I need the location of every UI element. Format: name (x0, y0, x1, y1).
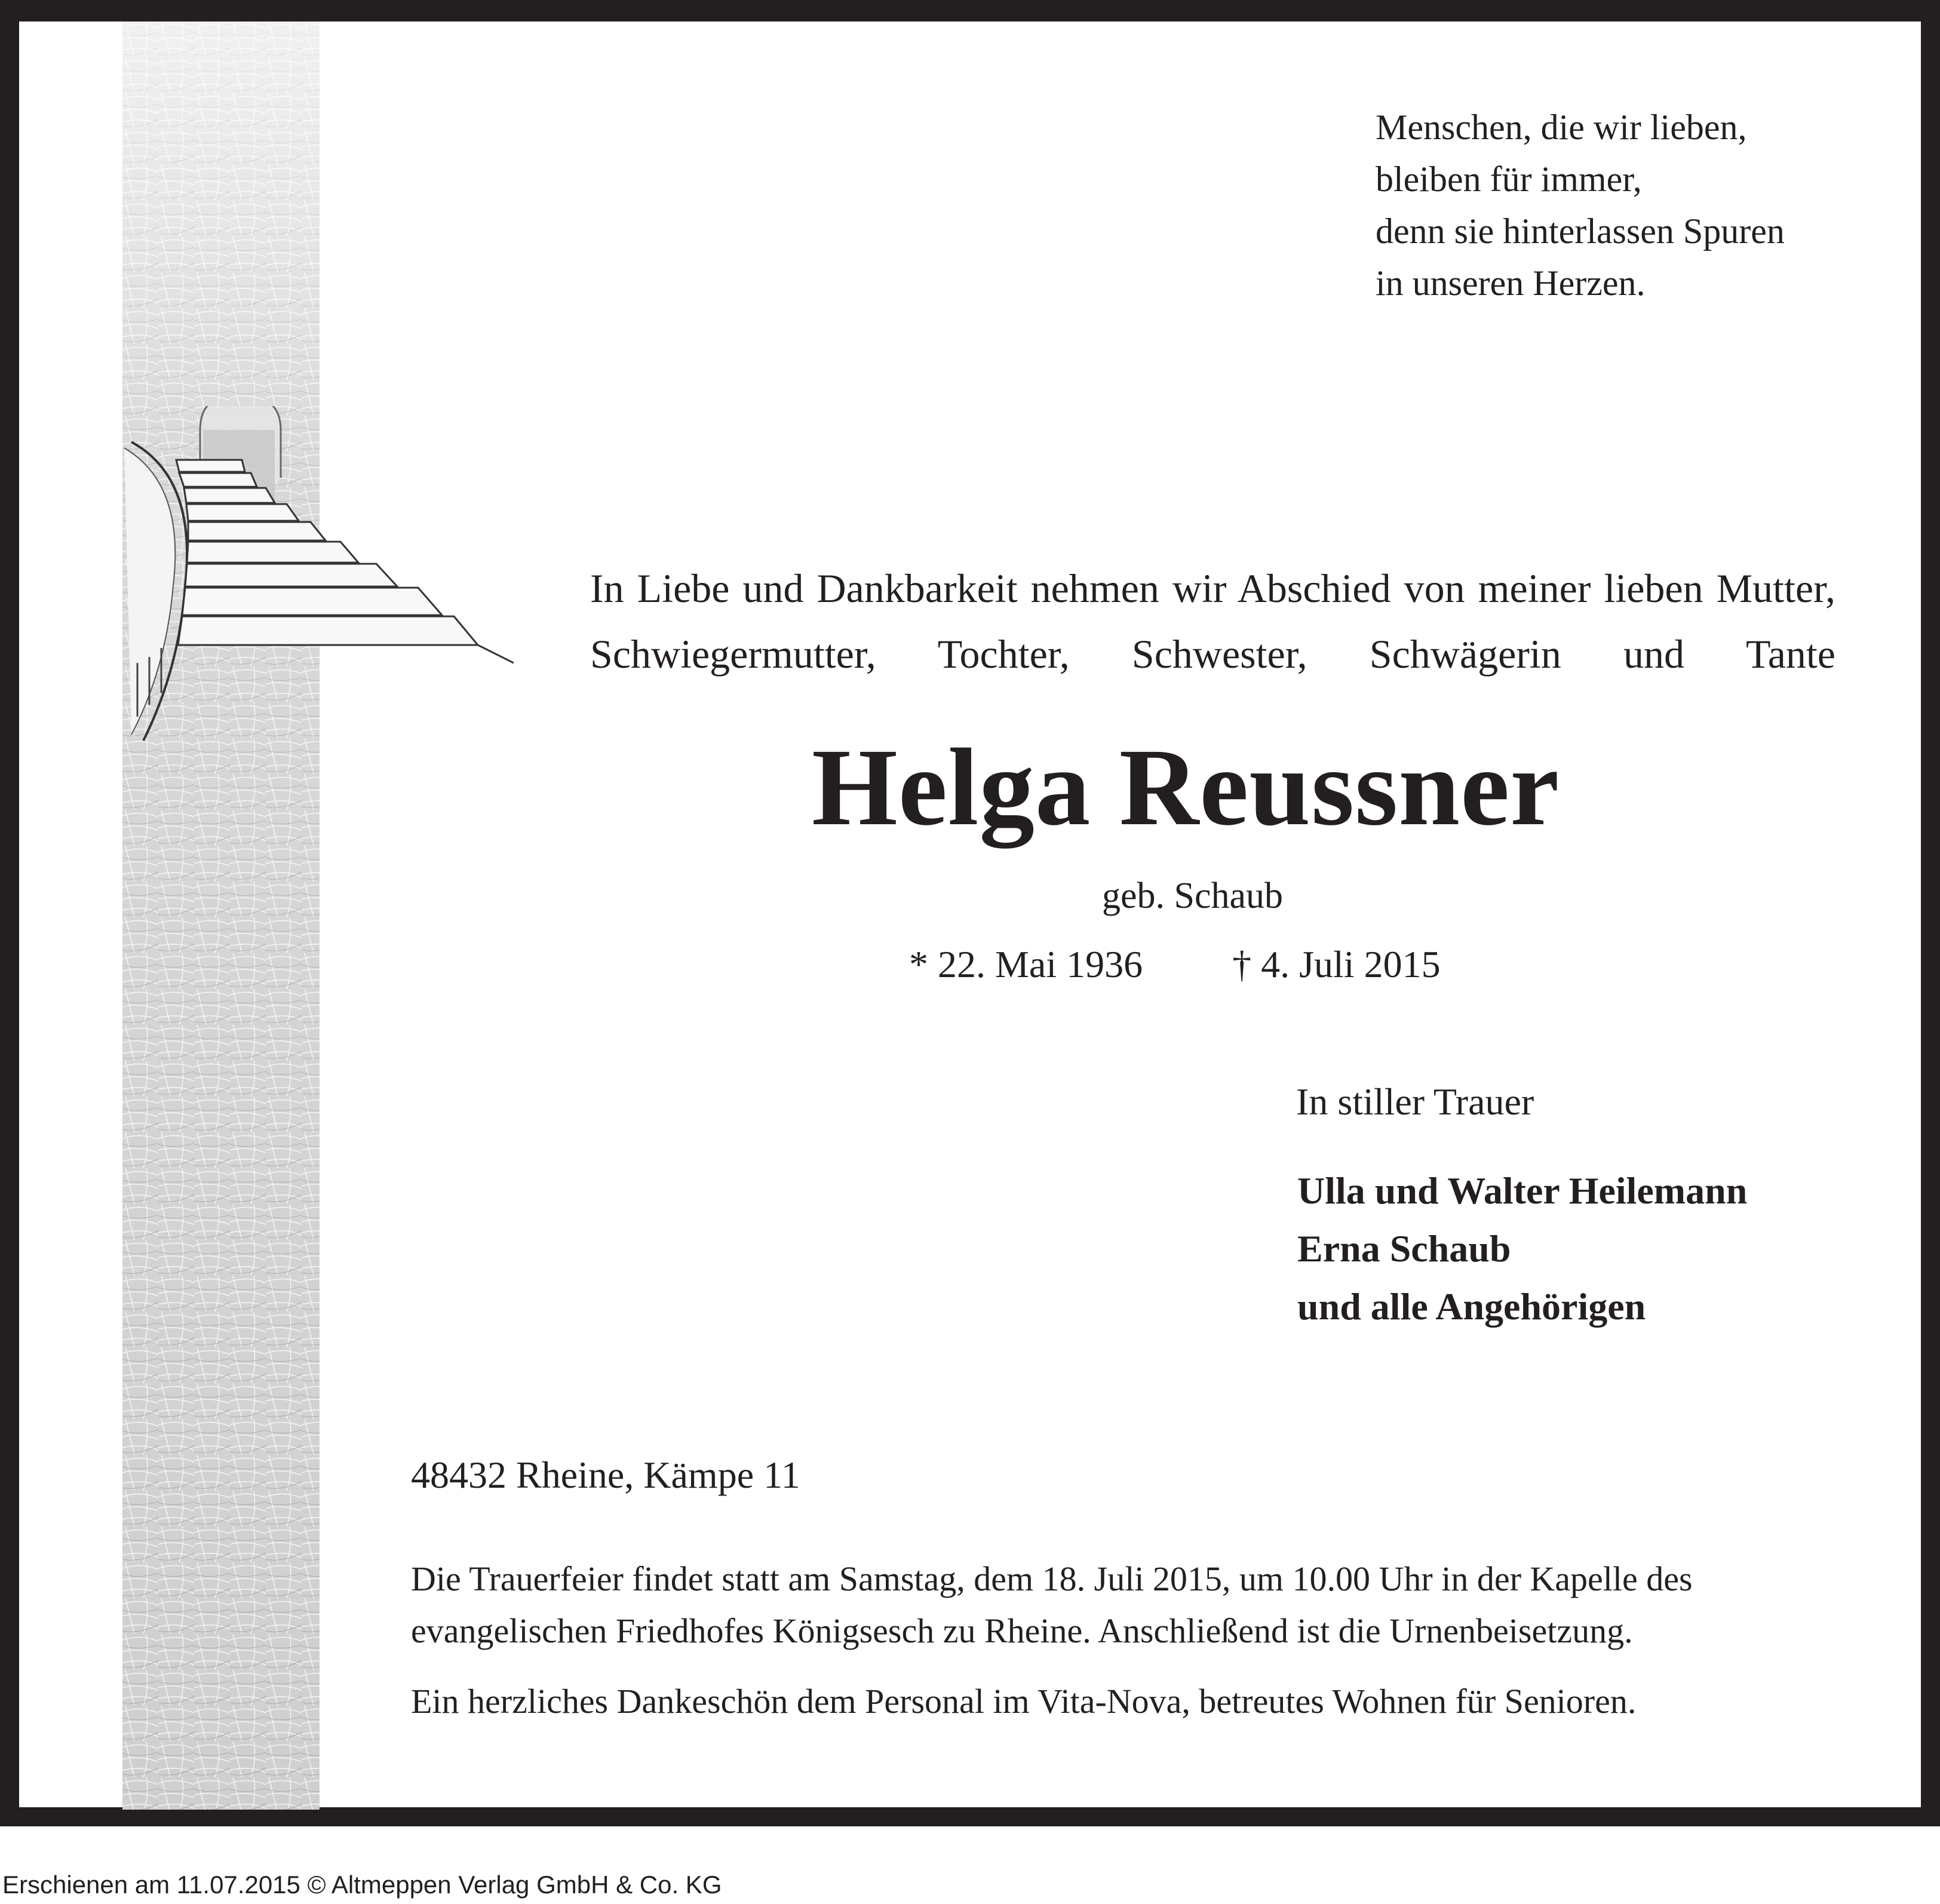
death-date: † 4. Juli 2015 (1232, 943, 1441, 985)
textured-strip (122, 22, 320, 1810)
quote-line: denn sie hinterlassen Spuren (1376, 211, 1785, 251)
service-details: Die Trauerfeier findet statt am Samstag, dem 18. Juli 2015, um 10.00 Uhr in der Kapelle des evangelischen Friedhofes Königsesch zu Rheine. Anschließend ist die Urnenbeisetzung. (411, 1559, 1693, 1650)
quote-line: bleiben für immer, (1376, 159, 1642, 199)
mourner-line: Ulla und Walter Heilemann (1297, 1169, 1748, 1212)
farewell-intro: In Liebe und Dankbarkeit nehmen wir Abschied von meiner lieben Mutter, Schwiegermutter, Tochter, Schwester, Schwägerin und Tante (590, 566, 1835, 677)
quote-line: Menschen, die wir lieben, (1376, 108, 1747, 147)
publication-footer: Erschienen am 11.07.2015 © Altmeppen Verlag GmbH & Co. KG (2, 1871, 722, 1899)
mourning-phrase: In stiller Trauer (1296, 1080, 1534, 1123)
mourners-list (1297, 1162, 1747, 1335)
life-dates (909, 938, 1441, 991)
quote-line: in unseren Herzen. (1376, 263, 1646, 303)
deceased-name: Helga Reussner (812, 726, 1560, 849)
mourner-line: und alle Angehörigen (1297, 1285, 1646, 1328)
mourner-line: Erna Schaub (1297, 1227, 1511, 1270)
thanks-note: Ein herzliches Dankeschön dem Personal im Vita-Nova, betreutes Wohnen für Senioren. (411, 1682, 1637, 1721)
address: 48432 Rheine, Kämpe 11 (411, 1454, 800, 1496)
memorial-quote (1376, 102, 1785, 309)
birth-date: * 22. Mai 1936 (909, 943, 1143, 985)
staircase-illustration (96, 406, 514, 764)
birth-name: geb. Schaub (1102, 876, 1284, 916)
